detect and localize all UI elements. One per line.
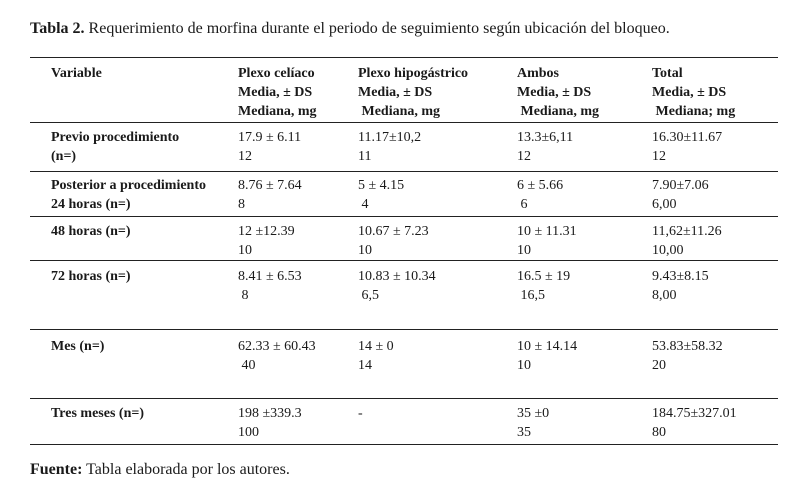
cell-line: 10	[517, 358, 531, 373]
caption-text: Requerimiento de morfina durante el periodo de seguimiento según ubicación del bloqueo.	[84, 20, 670, 37]
header-line: Plexo celíaco	[238, 66, 315, 81]
header-line: Ambos	[517, 66, 560, 81]
cell-line: 80	[652, 425, 666, 440]
cell-line: 11,62±11.26	[652, 224, 722, 239]
cell-line: 10.83 ± 10.34	[358, 269, 436, 284]
header-line: Media, ± DS	[238, 85, 313, 100]
cell-line: 16,5	[517, 288, 545, 303]
caption-label: Tabla 2.	[30, 20, 85, 37]
cell-line: 6,5	[358, 288, 379, 303]
cell-line: 6	[517, 197, 528, 212]
cell-line: 35 ±0	[517, 406, 550, 421]
table-row	[30, 330, 778, 399]
header-line: Plexo hipogástrico	[358, 66, 469, 81]
cell-plexo-celiaco	[238, 123, 358, 172]
header-line: Mediana, mg	[358, 104, 441, 119]
cell-line: 8.76 ± 7.64	[238, 178, 302, 193]
cell-ambos	[517, 399, 652, 445]
cell-plexo-celiaco	[238, 217, 358, 261]
source-text: Tabla elaborada por los autores.	[82, 461, 290, 478]
cell-line: 184.75±327.01	[652, 406, 737, 421]
cell-ambos	[517, 123, 652, 172]
cell-line: 8,00	[652, 288, 677, 303]
cell-line: 16.5 ± 19	[517, 269, 571, 284]
cell-plexo-hipogastrico	[358, 123, 517, 172]
header-line: Mediana, mg	[517, 104, 600, 119]
cell-line: 7.90±7.06	[652, 178, 709, 193]
cell-line: Posterior a procedimiento	[51, 178, 207, 193]
cell-line: 4	[358, 197, 369, 212]
cell-line: 8	[238, 197, 245, 212]
cell-line: 53.83±58.32	[652, 339, 723, 354]
header-line: Total	[652, 66, 683, 81]
cell-plexo-hipogastrico	[358, 217, 517, 261]
cell-line: 12	[652, 149, 666, 164]
cell-plexo-hipogastrico	[358, 172, 517, 217]
cell-variable	[30, 172, 238, 217]
table-container	[30, 57, 778, 445]
cell-line: 12	[238, 149, 252, 164]
cell-line: 5 ± 4.15	[358, 178, 405, 193]
table-row	[30, 261, 778, 330]
cell-variable	[30, 330, 238, 399]
cell-line: 13.3±6,11	[517, 130, 574, 145]
cell-line: 6,00	[652, 197, 677, 212]
cell-line: (n=)	[51, 149, 77, 164]
cell-line: 48 horas (n=)	[51, 224, 131, 239]
cell-total	[652, 261, 778, 330]
cell-plexo-hipogastrico	[358, 261, 517, 330]
cell-ambos	[517, 261, 652, 330]
table-body	[30, 123, 778, 445]
table-source-note	[30, 461, 290, 479]
cell-total	[652, 172, 778, 217]
cell-line: 40	[238, 358, 256, 373]
cell-line: 10.67 ± 7.23	[358, 224, 429, 239]
cell-plexo-hipogastrico	[358, 330, 517, 399]
cell-plexo-celiaco	[238, 330, 358, 399]
table-row	[30, 172, 778, 217]
header-plexo-hipogastrico	[358, 58, 517, 123]
cell-line: Tres meses (n=)	[51, 406, 144, 421]
cell-line: 9.43±8.15	[652, 269, 709, 284]
cell-line: 17.9 ± 6.11	[238, 130, 302, 145]
cell-line: 11	[358, 149, 372, 164]
cell-total	[652, 330, 778, 399]
header-line: Mediana, mg	[238, 104, 317, 119]
header-variable	[30, 58, 238, 123]
cell-plexo-celiaco	[238, 261, 358, 330]
table-header	[30, 58, 778, 123]
cell-line: 10	[358, 243, 372, 258]
cell-line: 14	[358, 358, 372, 373]
table-caption	[30, 20, 670, 38]
cell-variable	[30, 217, 238, 261]
cell-line: 10	[238, 243, 252, 258]
cell-ambos	[517, 217, 652, 261]
cell-total	[652, 123, 778, 172]
table-row	[30, 217, 778, 261]
header-total	[652, 58, 778, 123]
cell-line: 12 ±12.39	[238, 224, 295, 239]
cell-ambos	[517, 330, 652, 399]
cell-line: 6 ± 5.66	[517, 178, 564, 193]
header-row	[30, 58, 778, 123]
cell-line: 35	[517, 425, 531, 440]
header-line: Mediana; mg	[652, 104, 736, 119]
cell-variable	[30, 399, 238, 445]
cell-line: 10	[517, 243, 531, 258]
cell-line: 10 ± 11.31	[517, 224, 577, 239]
cell-line: 16.30±11.67	[652, 130, 723, 145]
header-plexo-celiaco	[238, 58, 358, 123]
cell-line: 8.41 ± 6.53	[238, 269, 302, 284]
cell-plexo-celiaco	[238, 399, 358, 445]
header-line: Media, ± DS	[517, 85, 592, 100]
cell-line: 14 ± 0	[358, 339, 394, 354]
cell-line: 10 ± 14.14	[517, 339, 578, 354]
cell-ambos	[517, 172, 652, 217]
table-row	[30, 399, 778, 445]
cell-line: Previo procedimiento	[51, 130, 180, 145]
header-line: Media, ± DS	[652, 85, 727, 100]
header-ambos	[517, 58, 652, 123]
cell-total	[652, 217, 778, 261]
cell-line: Mes (n=)	[51, 339, 105, 354]
cell-line: 11.17±10,2	[358, 130, 422, 145]
source-label: Fuente:	[30, 461, 83, 478]
cell-line: -	[358, 406, 363, 421]
header-line: Media, ± DS	[358, 85, 433, 100]
cell-line: 12	[517, 149, 531, 164]
header-line: Variable	[51, 66, 102, 81]
table-row	[30, 123, 778, 172]
cell-line: 10,00	[652, 243, 684, 258]
cell-line: 24 horas (n=)	[51, 197, 131, 212]
cell-line: 8	[238, 288, 249, 303]
cell-line: 20	[652, 358, 666, 373]
cell-total	[652, 399, 778, 445]
morphine-table	[30, 57, 778, 445]
cell-line: 100	[238, 425, 259, 440]
cell-line: 72 horas (n=)	[51, 269, 131, 284]
cell-variable	[30, 123, 238, 172]
cell-plexo-celiaco	[238, 172, 358, 217]
cell-plexo-hipogastrico	[358, 399, 517, 445]
cell-variable	[30, 261, 238, 330]
cell-line: 198 ±339.3	[238, 406, 302, 421]
cell-line: 62.33 ± 60.43	[238, 339, 316, 354]
